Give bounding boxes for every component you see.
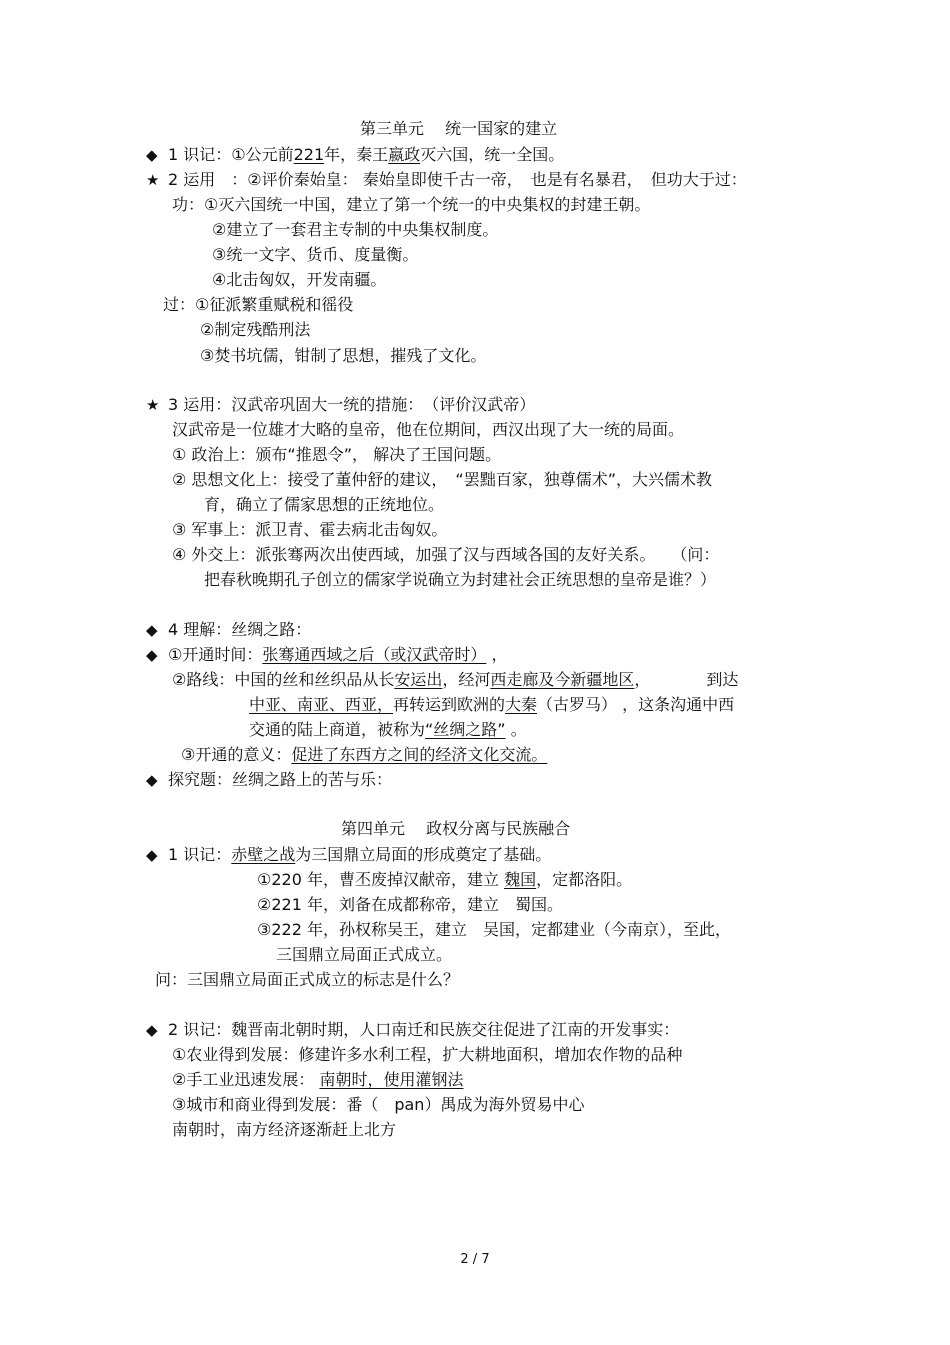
diamond-bullet-icon: ◆ xyxy=(146,1021,158,1039)
three-kingdoms-wei: ①220 年，曹丕废掉汉献帝，建立 魏国，定都洛阳。 xyxy=(257,870,633,889)
page-number: 2 / 7 xyxy=(460,1252,490,1267)
hanwudi-point-2: ② 思想文化上：接受了董仲舒的建议， “罢黜百家，独尊儒术”，大兴儒术教 xyxy=(172,470,713,489)
merit-line-4: ④北击匈奴，开发南疆。 xyxy=(212,270,387,289)
diamond-bullet-icon: ◆ xyxy=(146,771,158,789)
three-kingdoms-wu: ③222 年，孙权称吴王，建立 吴国，定都建业（今南京），至此， xyxy=(257,920,731,939)
unit4-title: 第四单元 政权分离与民族融合 xyxy=(341,819,571,838)
fault-line-1: 过：①征派繁重赋税和徭役 xyxy=(163,295,354,314)
unit3-item3-head: ★ 3 运用：汉武帝巩固大一统的措施： （评价汉武帝） xyxy=(146,395,536,414)
fault-line-3: ③焚书坑儒，钳制了思想，摧残了文化。 xyxy=(200,346,487,365)
three-kingdoms-wu-cont: 三国鼎立局面正式成立。 xyxy=(276,945,453,964)
jiangnan-summary: 南朝时，南方经济逐渐赶上北方 xyxy=(172,1120,397,1139)
silk-road-route-cont-2: 交通的陆上商道，被称为“丝绸之路” 。 xyxy=(249,720,527,739)
hanwudi-point-4: ④ 外交上：派张骞两次出使西域，加强了汉与西域各国的友好关系。 （问： xyxy=(172,545,720,564)
diamond-bullet-icon: ◆ xyxy=(146,646,158,664)
unit3-item2-head: ★ 2 运用 ：②评价秦始皇： 秦始皇即使千古一帝， 也是有名暴君， 但功大于过： xyxy=(146,170,747,189)
unit4-item2-head: ◆ 2 识记：魏晋南北朝时期，人口南迁和民族交往促进了江南的开发事实： xyxy=(146,1020,680,1039)
silk-road-route-cont-1: 中亚、南亚、西亚，再转运到欧洲的大秦（古罗马） ，这条沟通中西 xyxy=(249,695,735,714)
diamond-bullet-icon: ◆ xyxy=(146,846,158,864)
merit-line-1: 功：①灭六国统一中国，建立了第一个统一的中央集权的封建王朝。 xyxy=(172,195,651,214)
silk-road-route: ②路线：中国的丝和丝织品从长安运出，经河西走廊及今新疆地区， 到达 xyxy=(172,670,739,689)
star-bullet-icon: ★ xyxy=(146,171,160,189)
merit-line-2: ②建立了一套君主专制的中央集权制度。 xyxy=(212,220,499,239)
jiangnan-agriculture: ①农业得到发展：修建许多水利工程，扩大耕地面积，增加农作物的品种 xyxy=(172,1045,683,1064)
merit-line-3: ③统一文字、货币、度量衡。 xyxy=(212,245,419,264)
hanwudi-point-2-cont: 育，确立了儒家思想的正统地位。 xyxy=(204,495,445,514)
silk-road-meaning: ③开通的意义：促进了东西方之间的经济文化交流。 xyxy=(181,745,548,764)
fault-line-2: ②制定残酷刑法 xyxy=(200,320,311,339)
hanwudi-point-1: ① 政治上：颁布“推恩令”， 解决了王国问题。 xyxy=(172,445,502,464)
jiangnan-commerce: ③城市和商业得到发展：番（ pan）禺成为海外贸易中心 xyxy=(172,1095,585,1114)
hanwudi-intro: 汉武帝是一位雄才大略的皇帝，他在位期间，西汉出现了大一统的局面。 xyxy=(172,420,685,439)
diamond-bullet-icon: ◆ xyxy=(146,621,158,639)
unit3-title: 第三单元 统一国家的建立 xyxy=(360,119,558,138)
unit4-item1: ◆ 1 识记：赤壁之战为三国鼎立局面的形成奠定了基础。 xyxy=(146,845,552,864)
hanwudi-point-3: ③ 军事上：派卫青、霍去病北击匈奴。 xyxy=(172,520,448,539)
silk-road-head: ◆ 4 理解：丝绸之路： xyxy=(146,620,312,639)
star-bullet-icon: ★ xyxy=(146,396,160,414)
silk-road-time: ◆ ①开通时间：张骞通西域之后（或汉武帝时） ， xyxy=(146,645,508,664)
unit3-item1: ◆ 1 识记：①公元前221年，秦王嬴政灭六国，统一全国。 xyxy=(146,145,565,164)
three-kingdoms-shu: ②221 年，刘备在成都称帝，建立 蜀国。 xyxy=(257,895,563,914)
three-kingdoms-question: 问：三国鼎立局面正式成立的标志是什么？ xyxy=(155,970,460,989)
hanwudi-point-4-cont: 把春秋晚期孔子创立的儒家学说确立为封建社会正统思想的皇帝是谁？） xyxy=(204,570,717,589)
inquiry-question: ◆ 探究题：丝绸之路上的苦与乐： xyxy=(146,770,393,789)
diamond-bullet-icon: ◆ xyxy=(146,146,158,164)
jiangnan-handicraft: ②手工业迅速发展： 南朝时，使用灌钢法 xyxy=(172,1070,464,1089)
